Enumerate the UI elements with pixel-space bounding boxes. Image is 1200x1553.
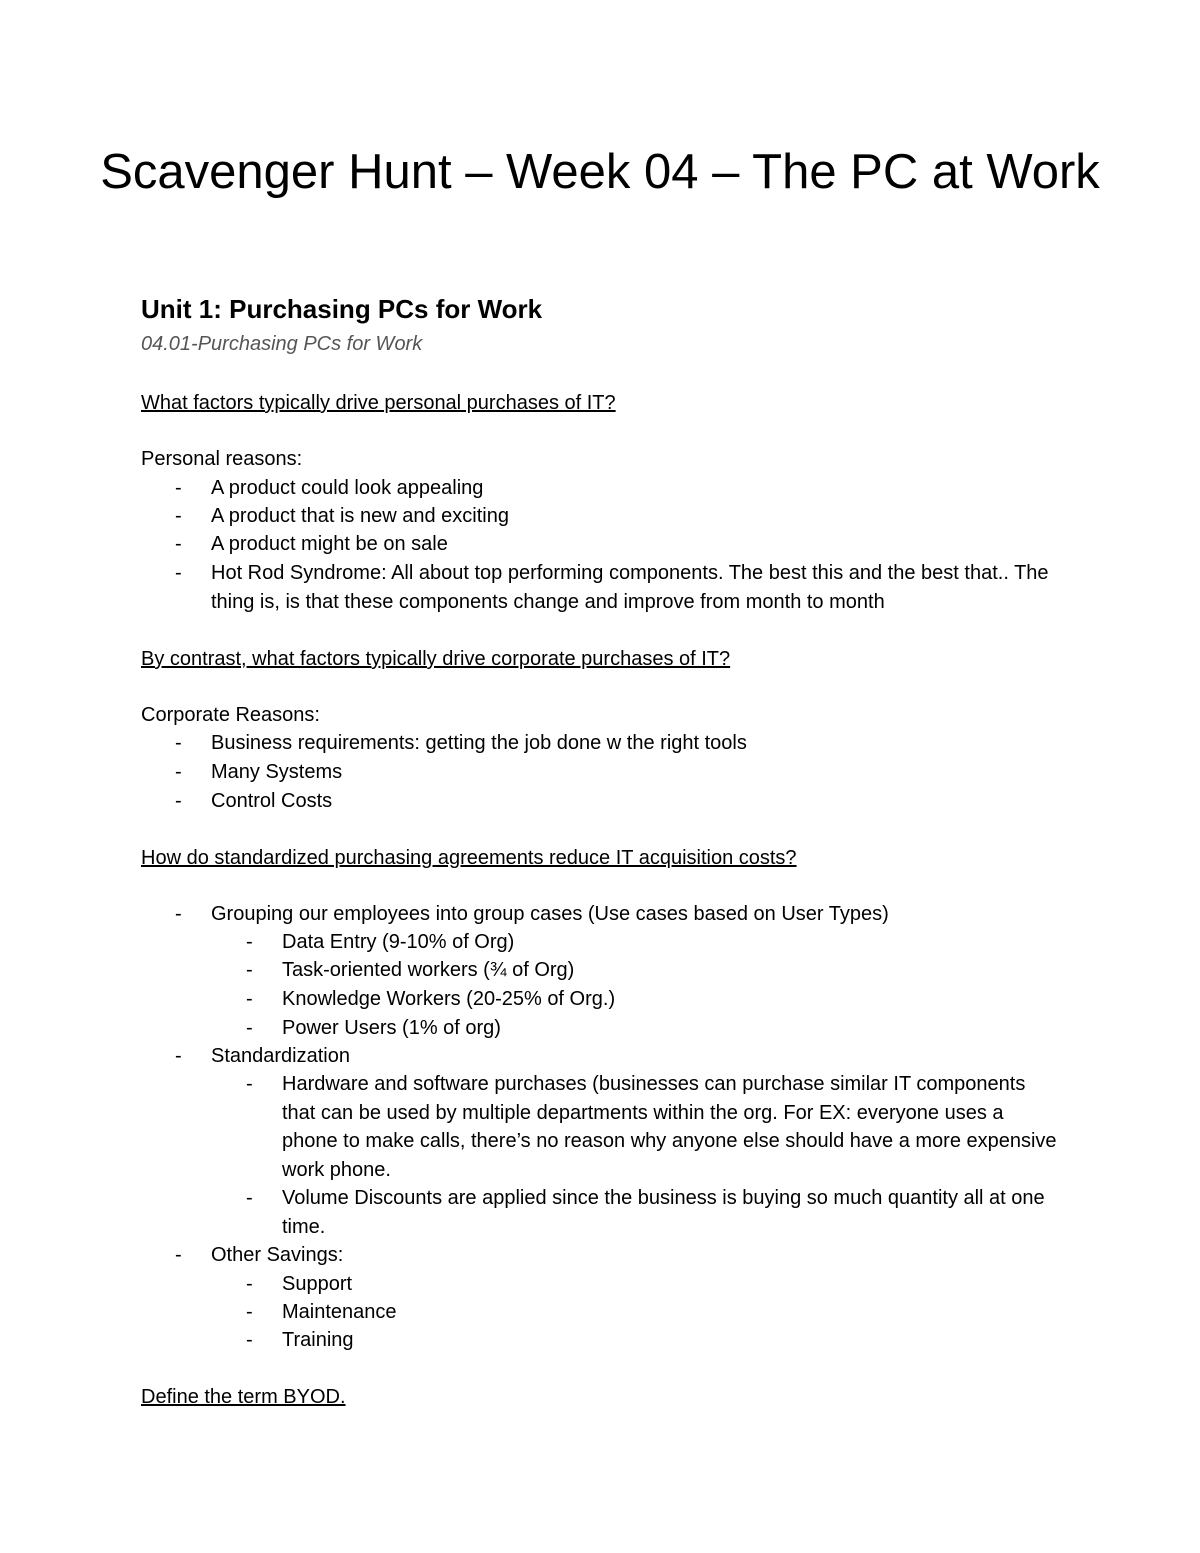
bullet: -	[246, 1329, 253, 1351]
unit-subtitle: 04.01-Purchasing PCs for Work	[141, 333, 423, 355]
sub-list-item: Knowledge Workers (20-25% of Org.)	[282, 988, 616, 1010]
question-corporate-purchases: By contrast, what factors typically drive corporate purchases of IT?	[141, 648, 731, 670]
bullet: -	[175, 732, 182, 754]
document-title: Scavenger Hunt – Week 04 – The PC at Work	[100, 145, 1100, 199]
bullet: -	[175, 761, 182, 783]
unit-heading: Unit 1: Purchasing PCs for Work	[141, 294, 543, 324]
question-personal-purchases: What factors typically drive personal purchases of IT?	[141, 392, 616, 414]
bullet: -	[175, 533, 182, 555]
sub-list-item: Data Entry (9-10% of Org)	[282, 931, 515, 953]
list-item-standardization: Standardization	[211, 1045, 350, 1067]
bullet: -	[246, 931, 253, 953]
list-item: A product that is new and exciting	[211, 505, 509, 527]
bullet: -	[175, 790, 182, 812]
bullet: -	[175, 562, 182, 584]
sub-list-item: Hardware and software purchases (businesses can purchase similar IT components that can be used by multiple departments within the org. For EX: everyone uses a phone to make calls, there’s no reason why anyone else should have a more expensive work phone.	[282, 1073, 1057, 1181]
list-item: A product might be on sale	[211, 533, 448, 555]
sub-list-item: Volume Discounts are applied since the business is buying so much quantity all at one time.	[282, 1187, 1045, 1238]
question-standardized-purchasing: How do standardized purchasing agreements reduce IT acquisition costs?	[141, 847, 797, 869]
sub-list-item: Power Users (1% of org)	[282, 1017, 501, 1039]
list-item: Many Systems	[211, 761, 343, 783]
bullet: -	[246, 1017, 253, 1039]
bullet: -	[246, 1301, 253, 1323]
bullet: -	[246, 959, 253, 981]
bullet: -	[246, 1187, 253, 1209]
bullet: -	[246, 1273, 253, 1295]
sub-list-item: Maintenance	[282, 1301, 397, 1323]
bullet: -	[175, 1244, 182, 1266]
bullet: -	[175, 477, 182, 499]
sub-list-item: Training	[282, 1329, 354, 1351]
bullet: -	[175, 903, 182, 925]
personal-reasons-label: Personal reasons:	[141, 448, 303, 470]
list-item: Control Costs	[211, 790, 333, 812]
sub-list-item: Task-oriented workers (¾ of Org)	[282, 959, 575, 981]
bullet: -	[175, 505, 182, 527]
question-define-byod: Define the term BYOD.	[141, 1386, 346, 1408]
bullet: -	[246, 1073, 253, 1095]
list-item-other-savings: Other Savings:	[211, 1244, 344, 1266]
list-item: Business requirements: getting the job done w the right tools	[211, 732, 747, 754]
list-item: A product could look appealing	[211, 477, 484, 499]
list-item: Hot Rod Syndrome: All about top performing components. The best this and the best that.. The thing is, is that these components change and improve from month to month	[211, 562, 1049, 613]
bullet: -	[246, 988, 253, 1010]
sub-list-item: Support	[282, 1273, 353, 1295]
list-item-grouping: Grouping our employees into group cases (Use cases based on User Types)	[211, 903, 889, 925]
corporate-reasons-label: Corporate Reasons:	[141, 704, 320, 726]
bullet: -	[175, 1045, 182, 1067]
